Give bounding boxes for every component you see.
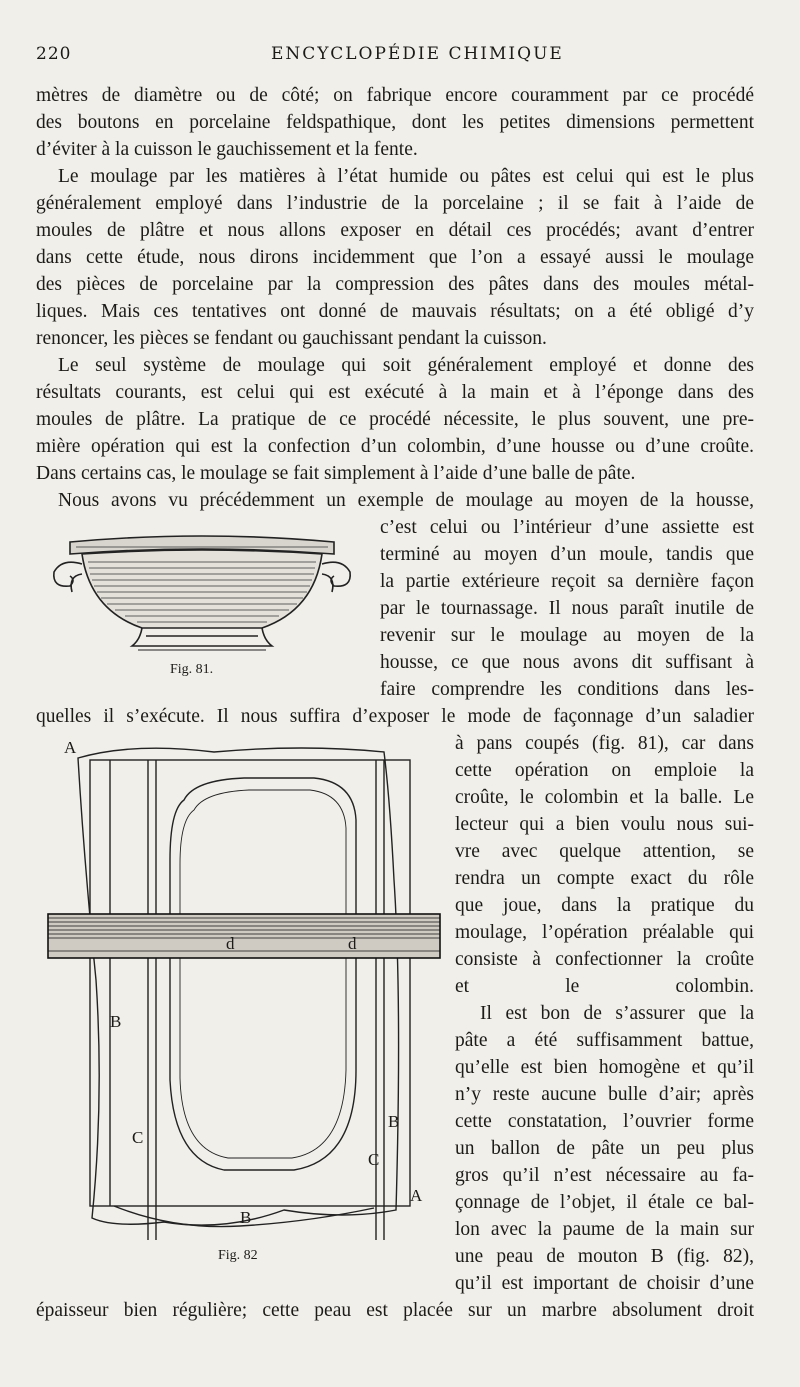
label-d-left: d <box>226 934 235 953</box>
text-line: housse, ce que nous avons dit suffisant à <box>380 652 754 673</box>
text-line: renoncer, les pièces se fendant ou gauchissant pendant la cuisson. <box>36 328 547 349</box>
text-line: cette opération on emploie la <box>455 760 754 781</box>
text-line: cette constatation, l’ouvrier forme <box>455 1111 754 1132</box>
text-line: une peau de mouton B (fig. 82), <box>455 1246 754 1267</box>
text-line: liques. Mais ces tentatives ont donné de mauvais résultats; on a été obligé d’y <box>36 301 754 322</box>
text-line: pâte a été suffisamment battue, <box>455 1030 754 1051</box>
text-line: faire comprendre les conditions dans les- <box>380 679 754 700</box>
text-line: la partie extérieure reçoit sa dernière façon <box>380 571 754 592</box>
text-line: dans cette étude, nous dirons incidemment que l’on a essayé aussi le moulage <box>36 247 754 268</box>
text-line: lecteur qui a bien voulu nous sui- <box>455 814 754 835</box>
salad-bowl-illustration <box>42 520 362 660</box>
rolling-bar <box>48 914 440 958</box>
text-line: mière opération qui est la confection d’un colombin, d’une housse ou d’une croûte. <box>36 436 754 457</box>
label-b-bottom: B <box>240 1208 252 1227</box>
text-line: consiste à confectionner la croûte <box>455 949 754 970</box>
text-line: qu’elle est bien homogène et qu’il <box>455 1057 754 1078</box>
text-line: quelles il s’exécute. Il nous suffira d’exposer le mode de façonnage d’un saladier <box>36 706 754 727</box>
text-line: n’y reste aucune bulle d’air; après <box>455 1084 754 1105</box>
text-line: croûte, le colombin et la balle. Le <box>455 787 754 808</box>
label-b-right: B <box>388 1112 400 1131</box>
text-line: Le moulage par les matières à l’état humide ou pâtes est celui qui est le plus <box>58 166 754 187</box>
page-header <box>36 40 756 70</box>
text-line: c’est celui ou l’intérieur d’une assiette est <box>380 517 754 538</box>
text-line: terminé au moyen d’un moule, tandis que <box>380 544 754 565</box>
text-line: un ballon de pâte un peu plus <box>455 1138 754 1159</box>
text-line: Nous avons vu précédemment un exemple de moulage au moyen de la housse, <box>58 490 754 511</box>
label-d-right: d <box>348 934 357 953</box>
running-title: ENCYCLOPÉDIE CHIMIQUE <box>271 44 564 64</box>
text-line: moulage, l’opération préalable qui <box>455 922 754 943</box>
text-line: rendra un compte exact du rôle <box>455 868 754 889</box>
text-line: Le seul système de moulage qui soit généralement employé et donne des <box>58 355 754 376</box>
text-line: par le tournassage. Il nous paraît inutile de <box>380 598 754 619</box>
text-line: généralement employé dans l’industrie de la porcelaine ; il se fait à l’aide de <box>36 193 754 214</box>
text-line: des boutons en porcelaine feldspathique, dont les petites dimensions permettent <box>36 112 754 133</box>
text-line: Il est bon de s’assurer que la <box>480 1003 754 1024</box>
label-c-left: C <box>132 1128 144 1147</box>
text-line: à pans coupés (fig. 81), car dans <box>455 733 754 754</box>
label-b-left: B <box>110 1012 122 1031</box>
text-line: moules de plâtre. La pratique de ce procédé nécessite, le plus souvent, une pre- <box>36 409 754 430</box>
label-a-top: A <box>64 738 77 757</box>
text-line: d’éviter à la cuisson le gauchissement et la fente. <box>36 139 418 160</box>
text-line: résultats courants, est celui qui est exécuté à la main et à l’éponge dans des <box>36 382 754 403</box>
text-line: lon avec la paume de la main sur <box>455 1219 754 1240</box>
figure-82-caption: Fig. 82 <box>218 1248 258 1263</box>
text-line: et le colombin. <box>455 976 754 997</box>
text-line: moules de plâtre et nous allons exposer en détail ces procédés; avant d’entrer <box>36 220 754 241</box>
page-number: 220 <box>36 44 72 64</box>
label-a-right: A <box>410 1186 423 1205</box>
text-line: mètres de diamètre ou de côté; on fabrique encore couramment par ce procédé <box>36 85 754 106</box>
text-line: que joue, dans la pratique du <box>455 895 754 916</box>
text-line: gros qu’il n’est nécessaire au fa- <box>455 1165 754 1186</box>
text-line: vre avec quelque attention, se <box>455 841 754 862</box>
text-line: qu’il est important de choisir d’une <box>455 1273 754 1294</box>
text-line: des pièces de porcelaine par la compression des pâtes dans des moules métal- <box>36 274 754 295</box>
figure-81-caption: Fig. 81. <box>170 662 214 677</box>
label-c-right: C <box>368 1150 380 1169</box>
text-line: épaisseur bien régulière; cette peau est placée sur un marbre absolument droit <box>36 1300 754 1321</box>
text-line: revenir sur le moulage au moyen de la <box>380 625 754 646</box>
text-line: çonnage de l’objet, il étale ce bal- <box>455 1192 754 1213</box>
molding-diagram <box>44 740 444 1250</box>
text-line: Dans certains cas, le moulage se fait simplement à l’aide d’une balle de pâte. <box>36 463 636 484</box>
